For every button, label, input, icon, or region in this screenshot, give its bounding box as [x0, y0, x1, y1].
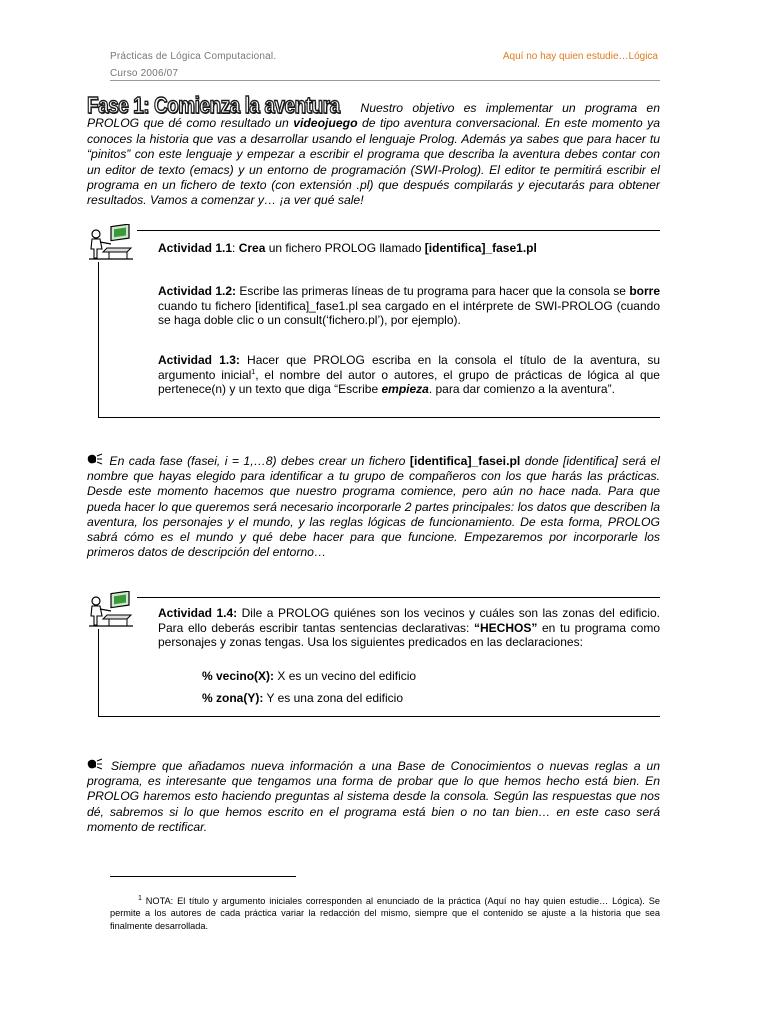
- predicate-desc: Y es una zona del edificio: [263, 691, 404, 705]
- activity-label: Actividad 1.2:: [158, 284, 237, 298]
- box-left-border: [98, 262, 99, 418]
- body-paragraph-2: [87, 758, 660, 835]
- activity-1-1: [158, 241, 660, 256]
- header-course-title: Prácticas de Lógica Computacional.: [110, 51, 277, 62]
- box-bottom-border: [98, 716, 660, 717]
- activity-text: un fichero PROLOG llamado: [265, 241, 425, 255]
- person-at-computer-icon: [87, 591, 135, 629]
- predicate-name: % vecino(X):: [202, 669, 275, 683]
- activity-label: Actividad 1.4:: [158, 606, 238, 620]
- footnote-ref[interactable]: 1: [251, 368, 256, 376]
- box-left-border: [98, 629, 99, 717]
- activity-text-rest: en tu programa como personajes y zonas tengas. Usa los siguientes predicados en las declaraciones:: [158, 620, 660, 649]
- activity-label: Actividad 1.3:: [158, 353, 240, 367]
- command-word: empieza: [381, 382, 429, 396]
- header-divider: [110, 80, 660, 81]
- pointing-hand-icon: [87, 453, 105, 469]
- activity-box-1: [87, 224, 660, 420]
- footnote-divider: [110, 876, 296, 877]
- header-subtitle: Aquí no hay quien estudie…Lógica: [502, 51, 658, 62]
- predicate-zona: [202, 691, 403, 705]
- footnote-mark: 1: [138, 894, 142, 902]
- intro-text-rest: de tipo aventura conversacional. En este momento ya conoces la historia que vas a desarrollar usando el lenguaje Prolog. Además ya sabes que para hacer tu “pinitos” con este lenguaje y empezar a escribir el programa que describa la aventura debes contar con un editor de texto (emacs) y un entorno de programación (SWI-Prolog). El editor te permitirá escribir el programa en un fichero de texto (con extensión .pl) que después compilarás y ejecutarás para obtener resultados. Vamos a comenzar y… ¡a ver qué sale!: [87, 116, 660, 208]
- activity-label: Actividad 1.1: [158, 241, 233, 255]
- person-at-computer-icon: [87, 224, 135, 262]
- predicate-vecino: [202, 669, 416, 683]
- activity-1-3: [158, 353, 660, 397]
- separator: :: [232, 241, 239, 255]
- bold-term: “HECHOS”: [474, 620, 538, 635]
- bold-word: borre: [629, 284, 661, 298]
- header-course-year: Curso 2006/07: [110, 68, 179, 79]
- bold-verb: Crea: [238, 241, 266, 255]
- activity-text-end: . para dar comienzo a la aventura”.: [428, 382, 615, 396]
- box-top-border: [137, 597, 660, 598]
- activity-text: Dile a PROLOG quiénes son los vecinos y cuáles son las zonas del edificio. Para ello deberás escribir tantas sentencias declarativas:: [158, 606, 661, 635]
- activity-text-rest: cuando tu fichero [identifica]_fase1.pl sea cargado en el intérprete de SWI-PROLOG (cuando se haga doble clic o un consult(‘fichero.pl’), por ejemplo).: [158, 298, 660, 327]
- body-paragraph-1: [87, 453, 660, 560]
- paragraph-text: Siempre que añadamos nueva información a una Base de Conocimientos o nuevas reglas a un programa, es interesante que tengamos una forma de probar que lo que hemos hecho está bien. En PROLOG haremos esto haciendo preguntas al sistema desde la consola. Según las respuestas que nos dé, sabremos si lo que hemos escrito en el programa está bien o no tan bien… en este caso será momento de rectificar.: [87, 759, 660, 834]
- intro-paragraph: [87, 92, 660, 209]
- activity-box-2: [87, 591, 660, 721]
- activity-1-2: [158, 284, 660, 328]
- paragraph-text: En cada fase (fasei, i = 1,…8) debes crear un fichero: [105, 454, 410, 468]
- footnote: [110, 895, 660, 932]
- predicate-name: % zona(Y):: [202, 691, 264, 705]
- box-bottom-border: [98, 417, 660, 418]
- intro-bold-word: videojuego: [293, 116, 358, 131]
- phase-title: Fase 1: Comienza la aventura: [87, 92, 340, 118]
- file-pattern: [identifica]_fasei.pl: [409, 454, 521, 468]
- intro-text: Nuestro objetivo es implementar un programa en PROLOG que dé como resultado un: [87, 101, 660, 131]
- footnote-text: NOTA: El título y argumento iniciales corresponden al enunciado de la práctica (Aquí no hay quien estudie… Lógica). Se permite a los autores de cada práctica variar la redacción del mismo, siempre que el contenido se ajuste a la historia que sea finalmente desarrollada.: [110, 896, 660, 931]
- paragraph-text-rest: donde [identifica] será el nombre que hayas elegido para identificar a tu grupo de compañeros con los que harás las prácticas. Desde este momento hacemos que nuestro programa comience, pero aún no hace nada. Para que pueda hacer lo que queremos será necesario incorporarle 2 partes principales: los datos que describen la aventura, los personajes y el mundo, y las reglas lógicas de funcionamiento. De esta forma, PROLOG sabrá cómo es el mundo y qué debe hacer para que funcione. Empezaremos por incorporarle los primeros datos de descripción del entorno…: [87, 454, 660, 560]
- activity-text: Hacer que PROLOG escriba en la consola el título de la aventura, su argumento inicial: [158, 353, 661, 382]
- activity-1-4: [158, 606, 660, 650]
- pointing-hand-icon: [87, 758, 105, 774]
- box-top-border: [137, 230, 660, 231]
- file-name: [identifica]_fase1.pl: [424, 241, 537, 255]
- activity-text-mid: , el nombre del autor o autores, el grupo de prácticas de lógica al que pertenece(n) y un texto que diga “Escribe: [158, 367, 660, 396]
- activity-text: Escribe las primeras líneas de tu programa para hacer que la consola se: [236, 284, 630, 298]
- predicate-desc: X es un vecino del edificio: [274, 669, 417, 683]
